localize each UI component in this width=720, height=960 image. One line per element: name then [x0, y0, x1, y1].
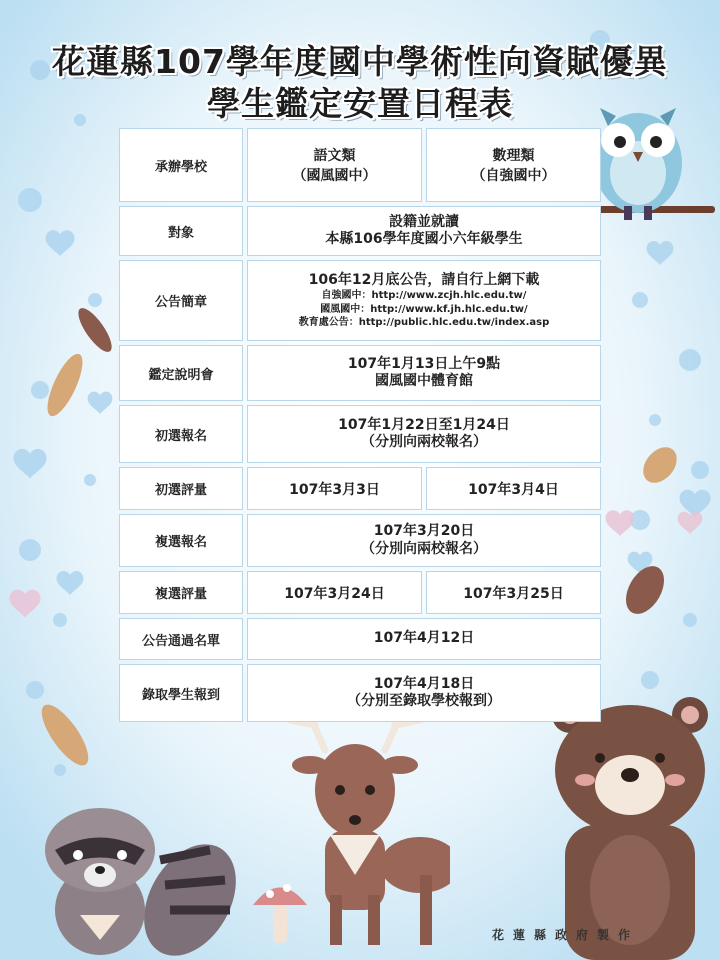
- table-cell: 107年4月12日: [247, 618, 601, 660]
- bear-illustration: [540, 690, 720, 960]
- row-label: 初選報名: [119, 405, 243, 463]
- table-cell: 設籍並就讀 本縣106學年度國小六年級學生: [247, 206, 601, 256]
- row-label: 錄取學生報到: [119, 664, 243, 722]
- table-cell: 語文類 （國風國中）: [247, 128, 422, 202]
- table-cell: 106年12月底公告，請自行上網下載 自強國中：http://www.zcjh.hlc.edu.tw/ 國風國中：http://www.kf.jh.hlc.edu.tw/ 教育處公告：http://public.hlc.edu.tw/index.asp: [247, 260, 601, 341]
- row-label: 複選報名: [119, 514, 243, 567]
- row-label: 公告通過名單: [119, 618, 243, 660]
- table-cell: 107年3月3日: [247, 467, 422, 510]
- link-zcjh[interactable]: 自強國中：http://www.zcjh.hlc.edu.tw/: [321, 290, 527, 301]
- page-title-line2: 學生鑑定安置日程表: [207, 84, 513, 123]
- table-cell: 數理類 （自強國中）: [426, 128, 601, 202]
- table-cell: 107年1月22日至1月24日 （分別向兩校報名）: [247, 405, 601, 463]
- table-cell: 107年3月25日: [426, 571, 601, 614]
- raccoon-illustration: [20, 790, 250, 960]
- link-education-dept[interactable]: 教育處公告：http://public.hlc.edu.tw/index.asp: [298, 317, 550, 328]
- table-row: [119, 618, 601, 660]
- row-label: 鑑定說明會: [119, 345, 243, 401]
- table-row: [119, 405, 601, 463]
- table-row: [119, 514, 601, 567]
- row-label: 複選評量: [119, 571, 243, 614]
- table-row: [119, 664, 601, 722]
- row-label: 公告簡章: [119, 260, 243, 341]
- schedule-table: [119, 128, 601, 726]
- table-cell: 107年3月20日 （分別向兩校報名）: [247, 514, 601, 567]
- deer-illustration: [270, 695, 450, 955]
- table-cell: 107年3月4日: [426, 467, 601, 510]
- link-kfjh[interactable]: 國風國中：http://www.kf.jh.hlc.edu.tw/: [320, 303, 528, 315]
- table-row: [119, 345, 601, 401]
- table-row: [119, 128, 601, 202]
- table-cell: 107年4月18日 （分別至錄取學校報到）: [247, 664, 601, 722]
- page-title-line1: 花蓮縣107學年度國中學術性向資賦優異: [52, 42, 668, 81]
- footer-credit: 花蓮縣政府製作: [492, 928, 640, 942]
- table-cell: 107年3月24日: [247, 571, 422, 614]
- row-label: 對象: [119, 206, 243, 256]
- row-label: 承辦學校: [119, 128, 243, 202]
- row-label: 初選評量: [119, 467, 243, 510]
- table-row: [119, 206, 601, 256]
- table-row: [119, 260, 601, 341]
- table-cell: 107年1月13日上午9點 國風國中體育館: [247, 345, 601, 401]
- table-row: [119, 571, 601, 614]
- table-row: [119, 467, 601, 510]
